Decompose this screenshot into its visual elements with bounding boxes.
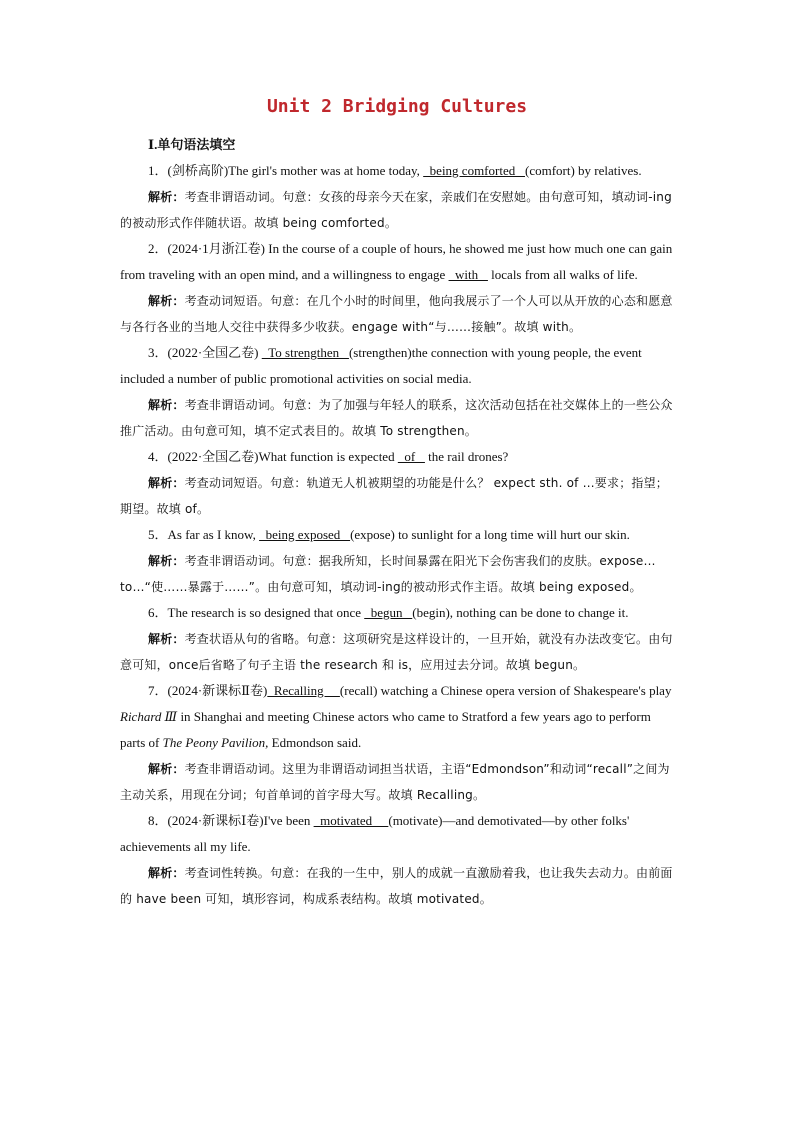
question-text: 2．(2024·1月浙江卷) In the course of a couple of hours, he showed me just how much one can gain from traveling with an open mind, and a willingness to engage with locals from all walks of life. (120, 241, 673, 282)
explanation-text: 解析：考查词性转换。句意：在我的一生中，别人的成就一直激励着我，也让我失去动力。由前面的 have been 可知，填形容词，构成系表结构。故填 motivated。 (120, 866, 673, 906)
exercise-item-5 (120, 522, 676, 600)
answer-blank: being exposed (259, 527, 351, 542)
answer-blank: Recalling (267, 683, 340, 698)
answer-blank: with (448, 267, 488, 282)
exercise-item-7 (120, 678, 676, 808)
question-text: 6．The research is so designed that once begun (begin), nothing can be done to change it. (148, 605, 629, 620)
answer-blank: To strengthen (261, 345, 349, 360)
explanation-text: 解析：考查动词短语。句意：在几个小时的时间里，他向我展示了一个人可以从开放的心态和愿意与各行各业的当地人交往中获得多少收获。engage with“与……接触”。故填 with。 (120, 294, 673, 334)
answer-blank: of (397, 449, 425, 464)
section-heading: Ⅰ.单句语法填空 (148, 137, 236, 152)
answer-blank: being comforted (423, 163, 525, 178)
explanation-text: 解析：考查动词短语。句意：轨道无人机被期望的功能是什么？ expect sth. of …要求；指望；期望。故填 of。 (120, 476, 668, 516)
question-text: 7．(2024·新课标Ⅱ卷) Recalling (recall) watching a Chinese opera version of Shakespeare's play Richard Ⅲ in Shanghai and meeting Chinese actors who came to Stratford a few years ago to perform parts of The Peony Pavilion, Edmondson said. (120, 683, 672, 750)
question-text: 4．(2022·全国乙卷)What function is expected of the rail drones? (148, 449, 509, 464)
exercise-item-6 (120, 600, 676, 678)
explanation-text: 解析：考查状语从句的省略。句意：这项研究是这样设计的，一旦开始，就没有办法改变它。由句意可知，once后省略了句子主语 the research 和 is，应用过去分词。故填 begun。 (120, 632, 673, 672)
explanation-label: 解析： (148, 476, 185, 490)
exercise-item-1 (120, 158, 676, 236)
explanation-label: 解析： (148, 632, 185, 646)
exercise-item-2 (120, 236, 676, 340)
explanation-label: 解析： (148, 190, 185, 204)
explanation-text: 解析：考查非谓语动词。句意：女孩的母亲今天在家，亲戚们在安慰她。由句意可知，填动词-ing的被动形式作伴随状语。故填 being comforted。 (120, 190, 672, 230)
explanation-label: 解析： (148, 554, 185, 568)
exercise-item-3 (120, 340, 676, 444)
explanation-label: 解析： (148, 398, 185, 412)
explanation-label: 解析： (148, 294, 185, 308)
question-text: 1．(剑桥高阶)The girl's mother was at home today, being comforted (comfort) by relatives. (148, 163, 642, 178)
question-text: 3．(2022·全国乙卷) To strengthen (strengthen)the connection with young people, the event included a number of public promotional activities on social media. (120, 345, 642, 386)
explanation-text: 解析：考查非谓语动词。句意：为了加强与年轻人的联系，这次活动包括在社交媒体上的一些公众推广活动。由句意可知，填不定式表目的。故填 To strengthen。 (120, 398, 673, 438)
explanation-label: 解析： (148, 866, 185, 880)
answer-blank: begun (364, 605, 413, 620)
exercise-item-4 (120, 444, 676, 522)
explanation-label: 解析： (148, 762, 185, 776)
explanation-text: 解析：考查非谓语动词。这里为非谓语动词担当状语，主语“Edmondson”和动词“recall”之间为主动关系，用现在分词；句首单词的首字母大写。故填 Recalling。 (120, 762, 670, 802)
exercise-list (120, 158, 676, 912)
explanation-text: 解析：考查非谓语动词。句意：据我所知，长时间暴露在阳光下会伤害我们的皮肤。expose…to…“使……暴露于……”。由句意可知，填动词-ing的被动形式作主语。故填 being exposed。 (120, 554, 656, 594)
page-title: Unit 2 Bridging Cultures (266, 96, 528, 117)
exercise-item-8 (120, 808, 676, 912)
play-title: Richard Ⅲ (120, 709, 178, 724)
question-text: 5．As far as I know, being exposed (expose) to sunlight for a long time will hurt our skin. (148, 527, 630, 542)
question-text: 8．(2024·新课标Ⅰ卷)I've been motivated (motivate)—and demotivated—by other folks' achievements all my life. (120, 813, 630, 854)
answer-blank: motivated (313, 813, 389, 828)
play-title: The Peony Pavilion, (162, 735, 269, 750)
